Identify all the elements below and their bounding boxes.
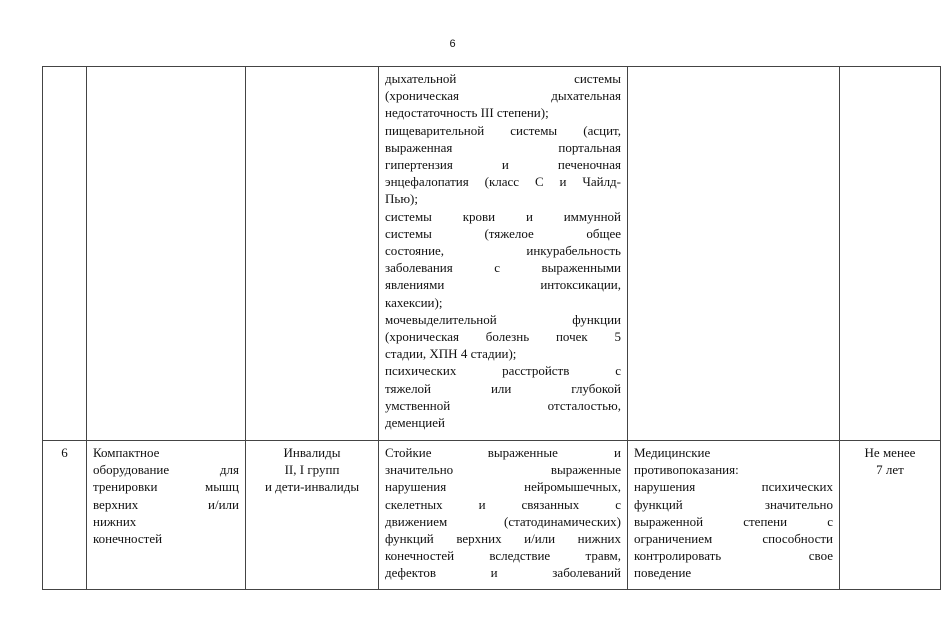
text-line: выраженной степени с — [634, 513, 833, 529]
recipients-cell — [246, 67, 379, 441]
text-line: явлениями интоксикации, — [385, 277, 621, 293]
text-line: поведение — [634, 565, 692, 581]
text-line: значительно выраженные — [385, 462, 621, 478]
aids-table — [42, 66, 941, 590]
text-line: скелетных и связанных с — [385, 496, 621, 512]
text-line: функций значительно — [634, 496, 833, 512]
text-line: (хроническая болезнь почек 5 — [385, 329, 621, 345]
text-line: контролировать свое — [634, 548, 833, 564]
table-row — [43, 441, 941, 590]
text-line: Не менее — [864, 445, 916, 460]
text-line: и дети-инвалиды — [264, 479, 360, 495]
device-cell — [87, 441, 246, 590]
text-line: конечностей — [93, 531, 163, 547]
text-line: стадии, ХПН 4 стадии); — [385, 346, 517, 362]
text-line: выраженная портальная — [385, 139, 621, 155]
indications-cell — [379, 441, 628, 590]
text-line: Стойкие выраженные и — [385, 445, 621, 460]
text-line: кахексии); — [385, 294, 443, 310]
text-line: нижних — [93, 513, 137, 529]
text-line: состояние, инкурабельность — [385, 243, 621, 259]
text-line: конечностей вследствие травм, — [385, 548, 621, 564]
text-line: нарушения психических — [634, 479, 833, 495]
text-line: психических расстройств с — [385, 363, 621, 379]
text-line: деменцией — [385, 415, 445, 431]
text-line: движением (статодинамических) — [385, 513, 621, 529]
text-line: оборудование для — [93, 462, 239, 478]
text-line: противопоказания: — [634, 462, 739, 478]
text-line: пищеварительной системы (асцит, — [385, 122, 621, 138]
text-line: Медицинские — [634, 445, 711, 460]
text-line: тяжелой или глубокой — [385, 380, 621, 396]
row-number-cell — [43, 67, 87, 441]
recipients-cell — [246, 441, 379, 590]
text-line: гипертензия и печеночная — [385, 157, 621, 173]
row-number-cell: 6 — [43, 441, 87, 590]
text-line: Инвалиды — [283, 445, 341, 460]
text-line: умственной отсталостью, — [385, 397, 621, 413]
text-line: функций верхних и/или нижних — [385, 531, 621, 547]
contraindications-cell — [628, 67, 840, 441]
text-line: энцефалопатия (класс С и Чайлд- — [385, 174, 621, 190]
text-line: Пью); — [385, 191, 418, 207]
text-line: (хроническая дыхательная — [385, 88, 621, 104]
text-line: 7 лет — [876, 462, 904, 478]
text-line: II, I групп — [284, 462, 340, 478]
text-line: ограничением способности — [634, 531, 833, 547]
text-line: недостаточность III степени); — [385, 105, 549, 121]
text-line: тренировки мышц — [93, 479, 239, 495]
text-line: системы крови и иммунной — [385, 208, 621, 224]
device-cell — [87, 67, 246, 441]
text-line: Компактное — [93, 445, 160, 460]
table-row — [43, 67, 941, 441]
term-cell — [840, 67, 941, 441]
page-number: 6 — [449, 38, 456, 50]
contraindications-cell — [628, 441, 840, 590]
indications-cell — [379, 67, 628, 441]
text-line: верхних и/или — [93, 496, 239, 512]
text-line: нарушения нейромышечных, — [385, 479, 621, 495]
text-line: заболевания с выраженными — [385, 260, 621, 276]
text-line: дефектов и заболеваний — [385, 565, 621, 581]
text-line: системы (тяжелое общее — [385, 225, 621, 241]
term-cell — [840, 441, 941, 590]
text-line: дыхательной системы — [385, 71, 621, 86]
text-line: мочевыделительной функции — [385, 311, 621, 327]
